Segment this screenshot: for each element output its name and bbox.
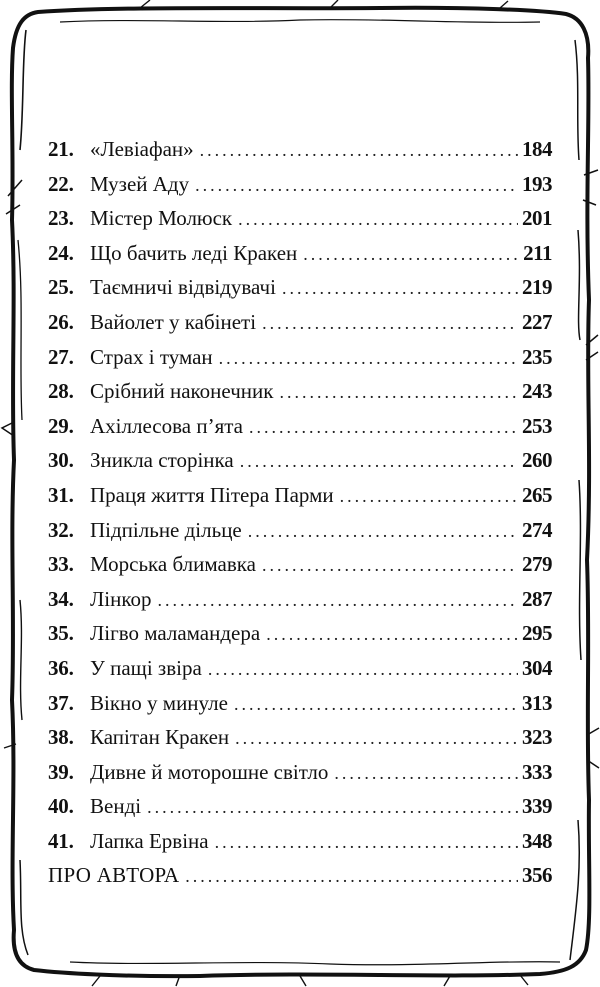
- toc-entry[interactable]: [48, 651, 552, 686]
- toc-entry[interactable]: [48, 132, 552, 167]
- page-number: 287: [522, 586, 552, 611]
- dot-leader: [147, 790, 518, 825]
- chapter-number: 32.: [48, 517, 74, 542]
- page-number: 227: [522, 309, 552, 334]
- dot-leader: [266, 617, 518, 652]
- dot-leader: [200, 133, 518, 168]
- dot-leader: [238, 202, 518, 237]
- page-number: 211: [523, 240, 552, 265]
- dot-leader: [208, 652, 518, 687]
- chapter-title: Дивне й моторошне світло: [90, 759, 329, 784]
- dot-leader: [262, 548, 518, 583]
- chapter-number: 39.: [48, 759, 74, 784]
- chapter-title: Музей Аду: [90, 171, 190, 196]
- chapter-title: У пащі звіра: [90, 655, 202, 680]
- page-number: 339: [522, 794, 552, 819]
- toc-entry[interactable]: [48, 305, 552, 340]
- chapter-title: Морська блимавка: [90, 552, 256, 577]
- toc-entry[interactable]: [48, 755, 552, 790]
- page-number: 295: [522, 621, 552, 646]
- chapter-title: Ахіллесова п’ята: [90, 413, 243, 438]
- chapter-number: 23.: [48, 206, 74, 231]
- dot-leader: [240, 444, 518, 479]
- chapter-number: 21.: [48, 137, 74, 161]
- dot-leader: [185, 859, 518, 894]
- chapter-number: 36.: [48, 655, 74, 680]
- page-number: 265: [522, 482, 552, 507]
- dot-leader: [215, 825, 518, 860]
- toc-entry[interactable]: [48, 547, 552, 582]
- chapter-number: 24.: [48, 240, 74, 265]
- chapter-number: 41.: [48, 828, 74, 853]
- chapter-title: Лапка Ервіна: [90, 828, 209, 853]
- toc-entry[interactable]: [48, 478, 552, 513]
- page-number: 260: [522, 448, 552, 473]
- chapter-title: Зникла сторінка: [90, 448, 234, 473]
- page-number: 348: [522, 828, 552, 853]
- chapter-title: Срібний наконечник: [90, 379, 274, 404]
- chapter-number: 37.: [48, 690, 74, 715]
- dot-leader: [248, 514, 518, 549]
- chapter-title: Містер Молюск: [90, 206, 233, 231]
- chapter-title: Підпільне дільце: [90, 517, 242, 542]
- chapter-title: Таємничі відвідувачі: [90, 275, 276, 300]
- dot-leader: [157, 583, 518, 618]
- dot-leader: [219, 341, 518, 376]
- toc-entry[interactable]: [48, 616, 552, 651]
- toc-entry[interactable]: [48, 201, 552, 236]
- toc-entry[interactable]: [48, 824, 552, 859]
- chapter-number: 30.: [48, 448, 74, 473]
- toc-entry[interactable]: [48, 409, 552, 444]
- toc-entry[interactable]: [48, 582, 552, 617]
- chapter-number: 40.: [48, 794, 74, 819]
- table-of-contents: [48, 132, 552, 893]
- chapter-number: 29.: [48, 413, 74, 438]
- chapter-number: 26.: [48, 309, 74, 334]
- toc-entry-about-author[interactable]: [48, 858, 552, 893]
- chapter-title: Вікно у минуле: [90, 690, 228, 715]
- chapter-title: Венді: [90, 794, 142, 819]
- toc-entry[interactable]: [48, 720, 552, 755]
- dot-leader: [282, 271, 518, 306]
- chapter-number: 25.: [48, 275, 74, 300]
- toc-entry[interactable]: [48, 374, 552, 409]
- chapter-title: Праця життя Пітера Парми: [90, 482, 334, 507]
- chapter-title: Що бачить леді Кракен: [90, 240, 298, 265]
- page-number: 313: [522, 690, 552, 715]
- dot-leader: [234, 687, 518, 722]
- dot-leader: [303, 237, 519, 272]
- chapter-number: 35.: [48, 621, 74, 646]
- page-number: 356: [522, 863, 552, 888]
- page-number: 253: [522, 413, 552, 438]
- dot-leader: [340, 479, 518, 514]
- chapter-title: «Левіафан»: [90, 137, 194, 161]
- toc-entry[interactable]: [48, 513, 552, 548]
- toc-entry[interactable]: [48, 443, 552, 478]
- toc-entry[interactable]: [48, 236, 552, 271]
- dot-leader: [279, 375, 518, 410]
- toc-entry[interactable]: [48, 340, 552, 375]
- page-number: 184: [522, 137, 552, 161]
- toc-entry[interactable]: [48, 686, 552, 721]
- chapter-number: 31.: [48, 482, 74, 507]
- chapter-number: 34.: [48, 586, 74, 611]
- chapter-number: 22.: [48, 171, 74, 196]
- chapter-title: Вайолет у кабінеті: [90, 309, 257, 334]
- page-number: 201: [522, 206, 552, 231]
- chapter-number: 27.: [48, 344, 74, 369]
- about-author-title: ПРО АВТОРА: [48, 863, 180, 888]
- page-number: 279: [522, 552, 552, 577]
- page-number: 235: [522, 344, 552, 369]
- toc-entry[interactable]: [48, 167, 552, 202]
- dot-leader: [195, 168, 518, 203]
- dot-leader: [334, 756, 518, 791]
- chapter-title: Страх і туман: [90, 344, 213, 369]
- dot-leader: [249, 410, 518, 445]
- page-number: 333: [522, 759, 552, 784]
- toc-entry[interactable]: [48, 270, 552, 305]
- chapter-number: 38.: [48, 725, 74, 750]
- page-number: 219: [522, 275, 552, 300]
- page-number: 323: [522, 725, 552, 750]
- chapter-title: Лінкор: [90, 586, 152, 611]
- chapter-title: Лігво маламандера: [90, 621, 261, 646]
- chapter-title: Капітан Кракен: [90, 725, 230, 750]
- toc-entry[interactable]: [48, 789, 552, 824]
- chapter-number: 28.: [48, 379, 74, 404]
- page-number: 243: [522, 379, 552, 404]
- page-number: 193: [522, 171, 552, 196]
- chapter-number: 33.: [48, 552, 74, 577]
- page-number: 304: [522, 655, 552, 680]
- dot-leader: [262, 306, 518, 341]
- page-number: 274: [522, 517, 552, 542]
- dot-leader: [235, 721, 518, 756]
